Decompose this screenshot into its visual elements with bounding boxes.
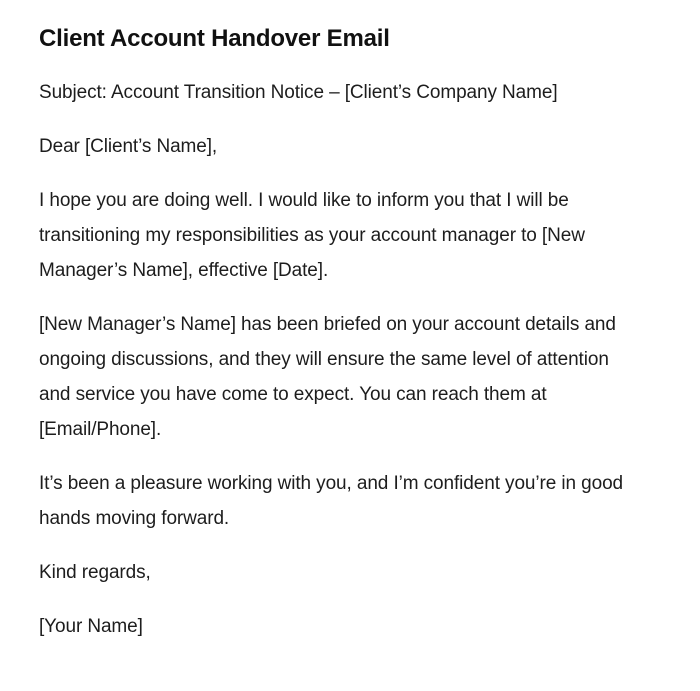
- email-paragraph-3: It’s been a pleasure working with you, and I’m confident you’re in good hands moving forward.: [39, 473, 624, 529]
- email-body: [39, 75, 660, 644]
- page-title: Client Account Handover Email: [39, 25, 390, 52]
- email-subject-line: Subject: Account Transition Notice – [Client’s Company Name]: [39, 82, 558, 103]
- email-salutation: Dear [Client’s Name],: [39, 136, 218, 157]
- email-paragraph-1: I hope you are doing well. I would like to inform you that I will be transitioning my responsibilities as your account manager to [New Manager’s Name], effective [Date].: [39, 190, 585, 281]
- email-paragraph-2: [New Manager’s Name] has been briefed on your account details and ongoing discussions, and they will ensure the same level of attention and service you have come to expect. You can reach them at [Email/Phone].: [39, 314, 616, 440]
- email-signature: [Your Name]: [39, 616, 143, 637]
- email-closing: Kind regards,: [39, 562, 151, 583]
